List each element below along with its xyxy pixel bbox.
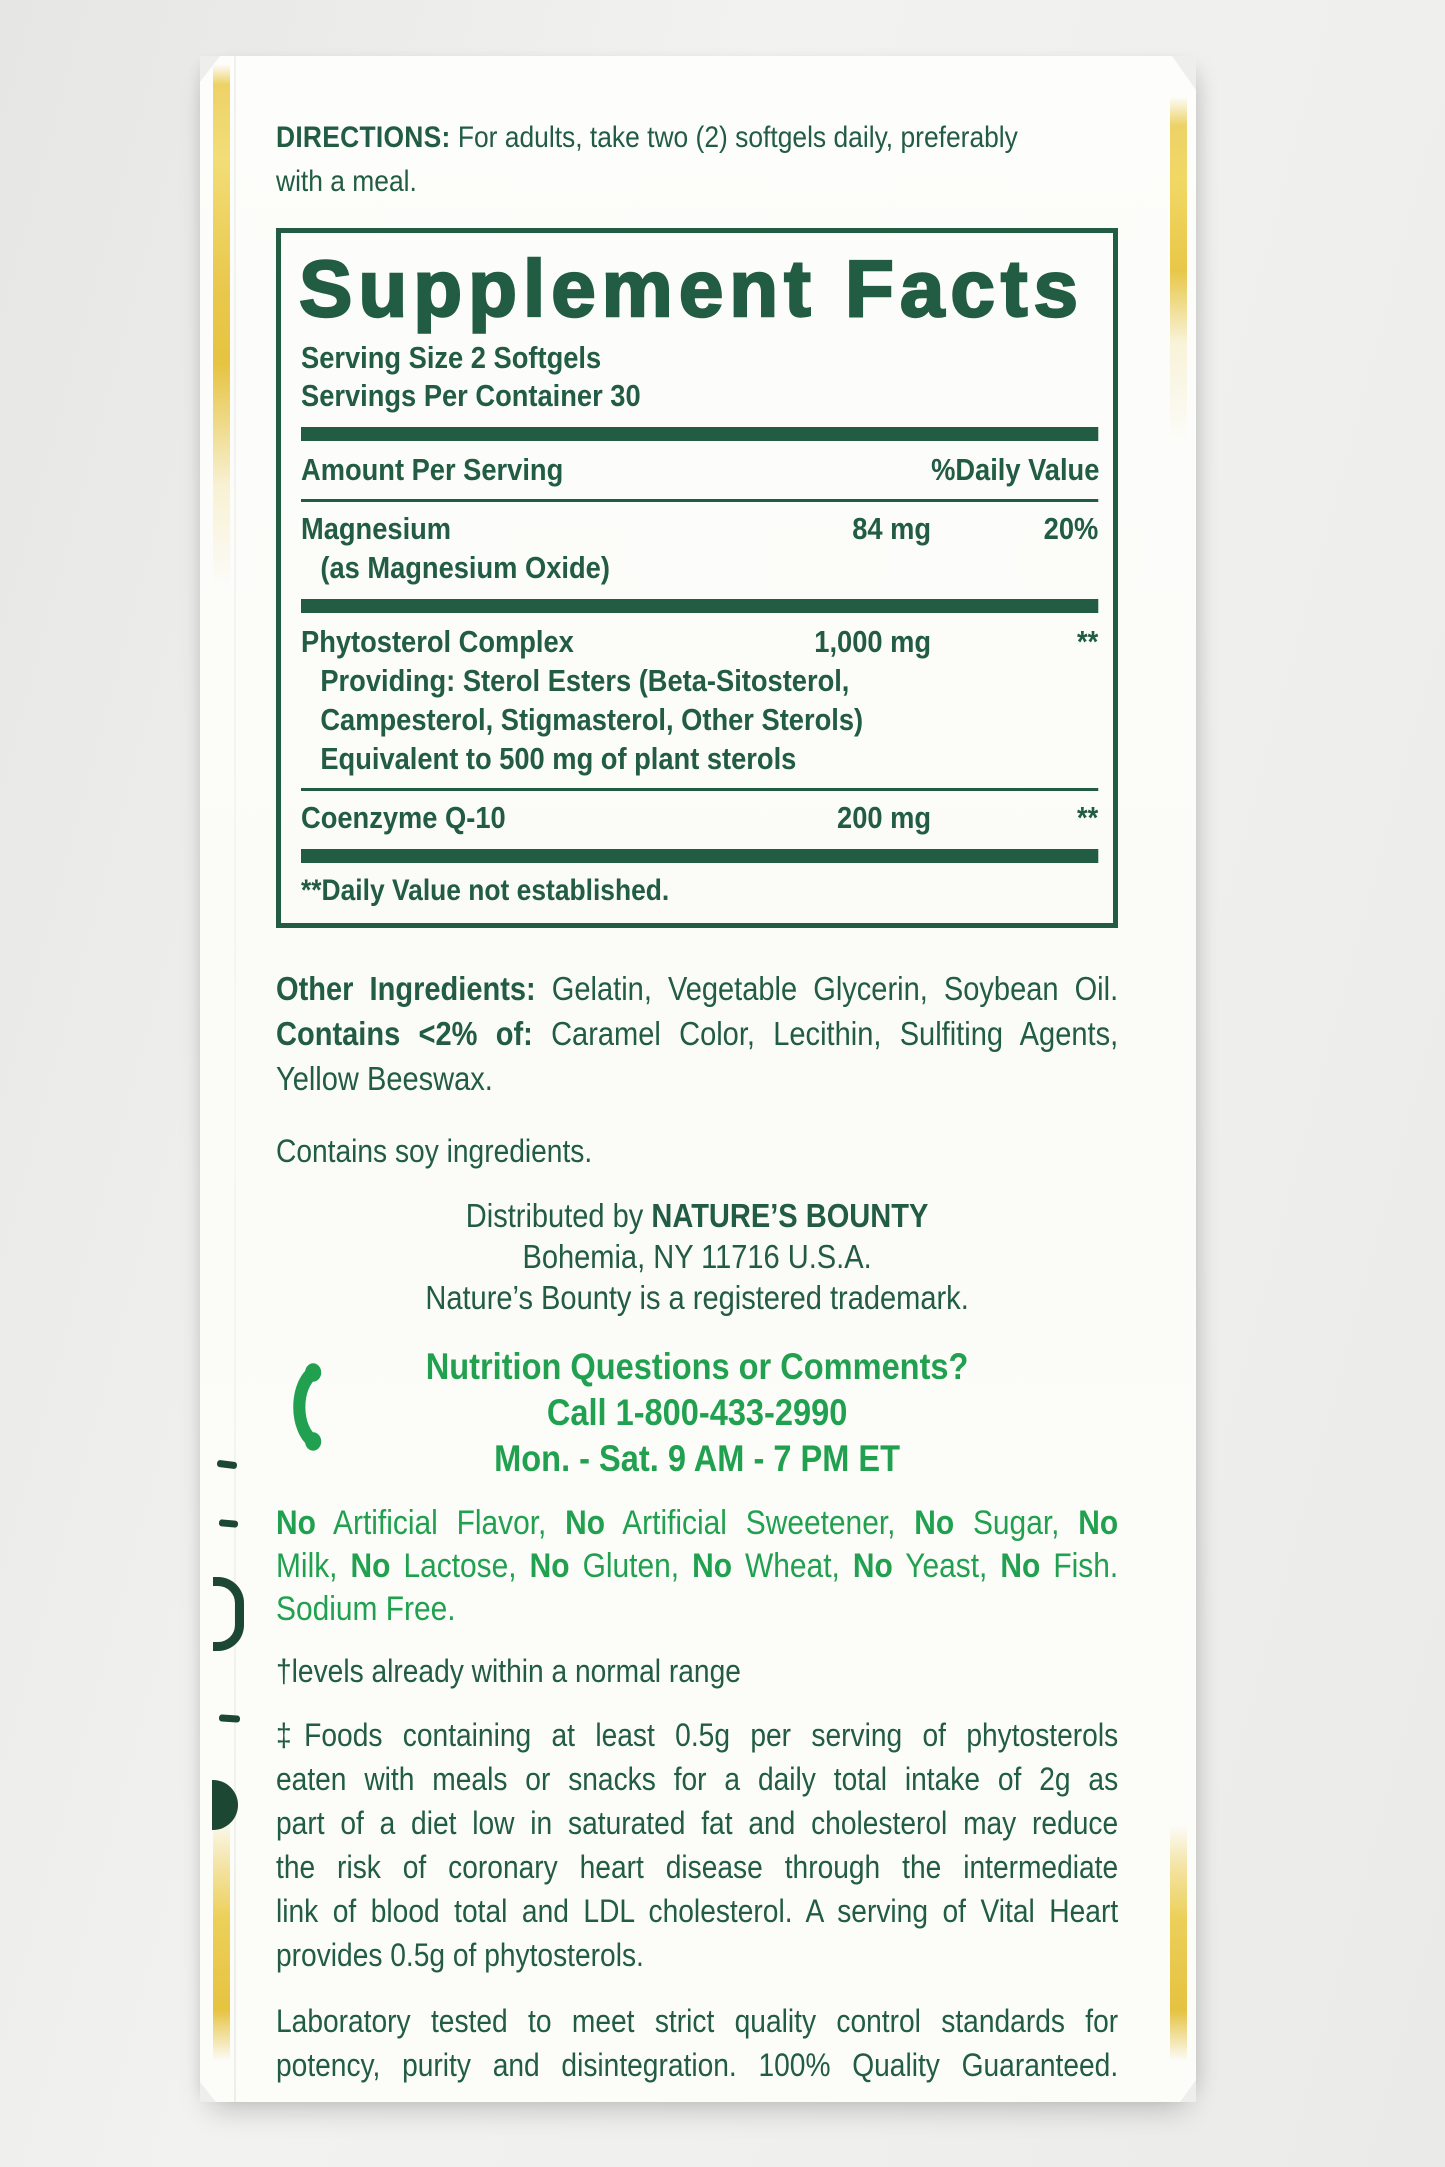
nutrient-subtext: Equivalent to 500 mg of plant sterols xyxy=(320,741,797,776)
distributor-block xyxy=(276,1195,1118,1318)
free-of-claims xyxy=(276,1502,1118,1631)
nutrient-subtext: Providing: Sterol Esters (Beta-Sitosterol, xyxy=(320,663,850,698)
footnote-line: ‡Foods containing at least 0.5g per serving of phytosterols xyxy=(276,1717,1119,1753)
table-row xyxy=(301,510,1098,548)
distributor-line: Distributed by NATURE’S BOUNTY xyxy=(465,1197,929,1234)
serving-size: Serving Size 2 Softgels xyxy=(301,340,602,375)
table-row xyxy=(301,623,1098,661)
phone-handset-icon xyxy=(285,1348,325,1477)
directions-line: DIRECTIONS: For adults, take two (2) softgels daily, preferably xyxy=(276,121,1018,154)
table-header-row xyxy=(301,451,1098,489)
footnote-line: link of blood total and LDL cholesterol. A serving of Vital Heart xyxy=(276,1893,1119,1929)
servings-per-container: Servings Per Container 30 xyxy=(301,378,641,413)
directions-text xyxy=(276,116,1118,204)
trademark-line: Nature’s Bounty is a registered trademark. xyxy=(425,1279,969,1316)
label-content xyxy=(276,116,1118,2087)
footnote-line: part of a diet low in saturated fat and cholesterol may reduce xyxy=(276,1805,1119,1841)
quality-line: Laboratory tested to meet strict quality control standards for xyxy=(276,2003,1119,2039)
edge-print-fragment xyxy=(219,1714,240,1722)
divider-thick xyxy=(301,599,1098,613)
nutrient-name: Magnesium xyxy=(301,511,452,546)
footnote-line: the risk of coronary heart disease through the intermediate xyxy=(276,1849,1119,1885)
nutrient-amount: 1,000 mg xyxy=(814,624,932,659)
supplement-facts-panel xyxy=(276,228,1118,928)
table-row xyxy=(301,799,1098,837)
claims-line: Milk, No Lactose, No Gluten, No Wheat, No Yeast, No Fish. xyxy=(276,1547,1119,1585)
nutrient-subtext: Campesterol, Stigmasterol, Other Sterols) xyxy=(320,702,864,737)
divider-thick xyxy=(301,849,1098,863)
nutrient-subtext: (as Magnesium Oxide) xyxy=(320,550,610,585)
allergen-statement: Contains soy ingredients. xyxy=(276,1133,593,1169)
phytosterol-footnote xyxy=(276,1713,1118,1977)
footnote-line: provides 0.5g of phytosterols. xyxy=(276,1937,644,1973)
nutrient-daily-value: 20% xyxy=(1043,511,1099,546)
quality-line: potency, purity and disintegration. 100% Quality Guaranteed. xyxy=(276,2047,1119,2083)
nutrient-amount: 200 mg xyxy=(837,800,932,835)
other-ingredients-line: Contains <2% of: Caramel Color, Lecithin, Sulfiting Agents, xyxy=(276,1015,1119,1052)
nutrient-amount: 84 mg xyxy=(852,511,932,546)
gold-stripe-right xyxy=(1170,56,1187,2102)
divider-thin xyxy=(301,788,1098,791)
footnote-line: eaten with meals or snacks for a daily total intake of 2g as xyxy=(276,1761,1119,1797)
nutrient-daily-value: ** xyxy=(1077,624,1099,659)
daily-value-footnote: **Daily Value not established. xyxy=(301,874,670,907)
supplement-facts-title: Supplement Facts xyxy=(299,244,1085,333)
supplement-facts-table xyxy=(301,339,1098,909)
daily-value-header: %Daily Value xyxy=(931,452,1100,487)
claims-line: Sodium Free. xyxy=(276,1590,456,1628)
divider-thin xyxy=(301,499,1098,502)
claims-line: No Artificial Flavor, No Artificial Sweetener, No Sugar, No xyxy=(276,1504,1119,1542)
other-ingredients-line: Yellow Beeswax. xyxy=(276,1060,493,1097)
other-ingredients-line: Other Ingredients: Gelatin, Vegetable Glycerin, Soybean Oil. xyxy=(276,970,1119,1007)
contact-phone-number: Call 1-800-433-2990 xyxy=(546,1392,848,1433)
divider-thick xyxy=(301,427,1098,441)
contact-hours: Mon. - Sat. 9 AM - 7 PM ET xyxy=(494,1438,900,1479)
nutrient-daily-value: ** xyxy=(1077,800,1099,835)
package-back-panel xyxy=(200,56,1196,2102)
nutrient-name: Coenzyme Q-10 xyxy=(301,800,506,835)
directions-line: with a meal. xyxy=(276,165,417,198)
distributor-address: Bohemia, NY 11716 U.S.A. xyxy=(522,1238,872,1275)
amount-per-serving-header: Amount Per Serving xyxy=(301,452,564,487)
other-ingredients-text xyxy=(276,966,1118,1101)
contact-block xyxy=(276,1344,1118,1482)
dagger-footnote: †levels already within a normal range xyxy=(276,1653,741,1689)
nutrient-name: Phytosterol Complex xyxy=(301,624,574,659)
quality-statement xyxy=(276,1999,1118,2087)
contact-question: Nutrition Questions or Comments? xyxy=(425,1346,969,1387)
